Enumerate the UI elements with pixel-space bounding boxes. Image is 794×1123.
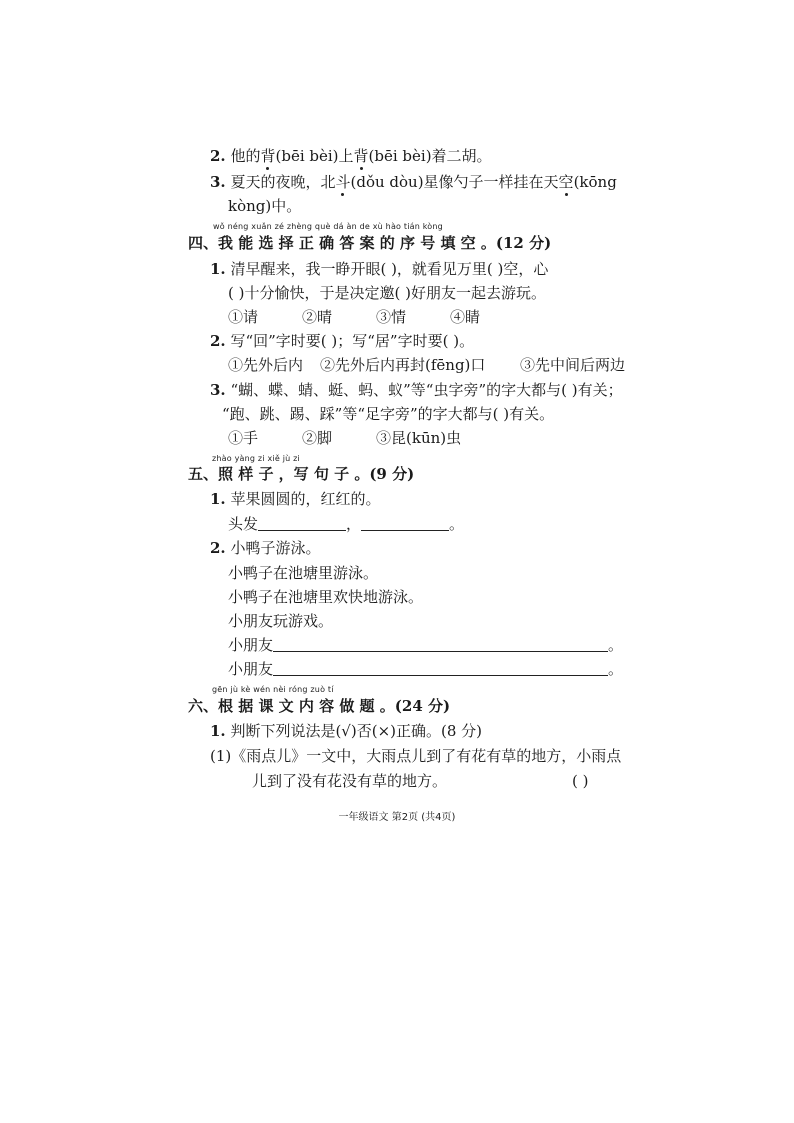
s5-q2-given: 小朋友玩游戏。 [228,612,334,630]
section-4-title: 四、我 能 选 择 正 确 答 案 的 序 号 填 空 。(12 分) [188,234,552,252]
option: ④睛 [450,308,481,326]
section-4-pinyin: wǒ néng xuǎn zé zhèng què dá àn de xù hào tián kòng [213,222,443,231]
q-item-3: 3. 夏天的夜晚，北斗(dǒu dòu)星像勺子一样挂在天空(kōng [210,173,617,191]
page-footer: 一年级语文 第2页 (共4页) [338,812,456,823]
s5-q1-answer: 头发 ， 。 [228,515,465,533]
section-6-pinyin: gēn jù kè wén nèi róng zuò tí [212,685,334,694]
s4-q2-line1: 2. 写“回”字时要( )；写“居”字时要( )。 [210,332,475,350]
s6-sub1-line2: 儿到了没有花没有草的地方。 [252,772,448,790]
q-item-3-cont: kòng)中。 [228,197,302,215]
s4-q1-line2: ( )十分愉快，于是决定邀( )好朋友一起去游玩。 [228,284,546,302]
section-5-pinyin: zhào yàng zi xiě jù zi [212,454,300,463]
answer-blank[interactable] [273,637,608,652]
s5-q2-answer-2: 小朋友 。 [228,660,624,678]
s6-q1: 1. 判断下列说法是(√)否(×)正确。(8 分) [210,722,483,740]
option: ②脚 [302,429,333,447]
answer-blank[interactable] [361,516,449,531]
option: ①请 [228,308,259,326]
s4-q1-line1: 1. 清早醒来，我一睁开眼( )，就看见万里( )空，心 [210,260,549,278]
s5-q2-ex2: 小鸭子在池塘里游泳。 [228,564,379,582]
s4-q3-line2: “跑、跳、踢、踩”等“足字旁”的字大都与( )有关。 [222,405,555,423]
option: ②晴 [302,308,333,326]
option: ③情 [376,308,407,326]
option: ①先外后内 [228,356,304,374]
s4-q3-line1: 3. “蝴、蝶、蜻、蜓、蚂、蚁”等“虫字旁”的字大都与( )有关； [210,381,623,399]
section-5-title: 五、照 样 子 ，写 句 子 。(9 分) [188,465,415,483]
option: ②先外后内再封(fēng)口 [320,356,486,374]
section-6-title: 六、根 据 课 文 内 容 做 题 。(24 分) [188,697,451,715]
answer-blank[interactable] [258,516,346,531]
s6-sub1-line1: (1)《雨点儿》一文中，大雨点儿到了有花有草的地方，小雨点 [210,747,622,765]
s5-q2-ex3: 小鸭子在池塘里欢快地游泳。 [228,588,424,606]
s5-q1-example: 1. 苹果圆圆的，红红的。 [210,490,381,508]
s5-q2-answer-1: 小朋友 。 [228,636,624,654]
s6-sub1-answer-paren[interactable]: ( ) [572,772,589,790]
s4-q1-options [228,307,480,327]
option: ③先中间后两边 [520,356,626,374]
option: ③昆(kūn)虫 [376,429,462,447]
q-item-2: 2. 他的背(bēi bèi)上背(bēi bèi)着二胡。 [210,147,492,165]
s4-q3-options [228,428,461,448]
answer-blank[interactable] [273,661,608,676]
option: ①手 [228,429,259,447]
s5-q2-ex1: 2. 小鸭子游泳。 [210,539,321,557]
s4-q2-options [228,355,625,375]
